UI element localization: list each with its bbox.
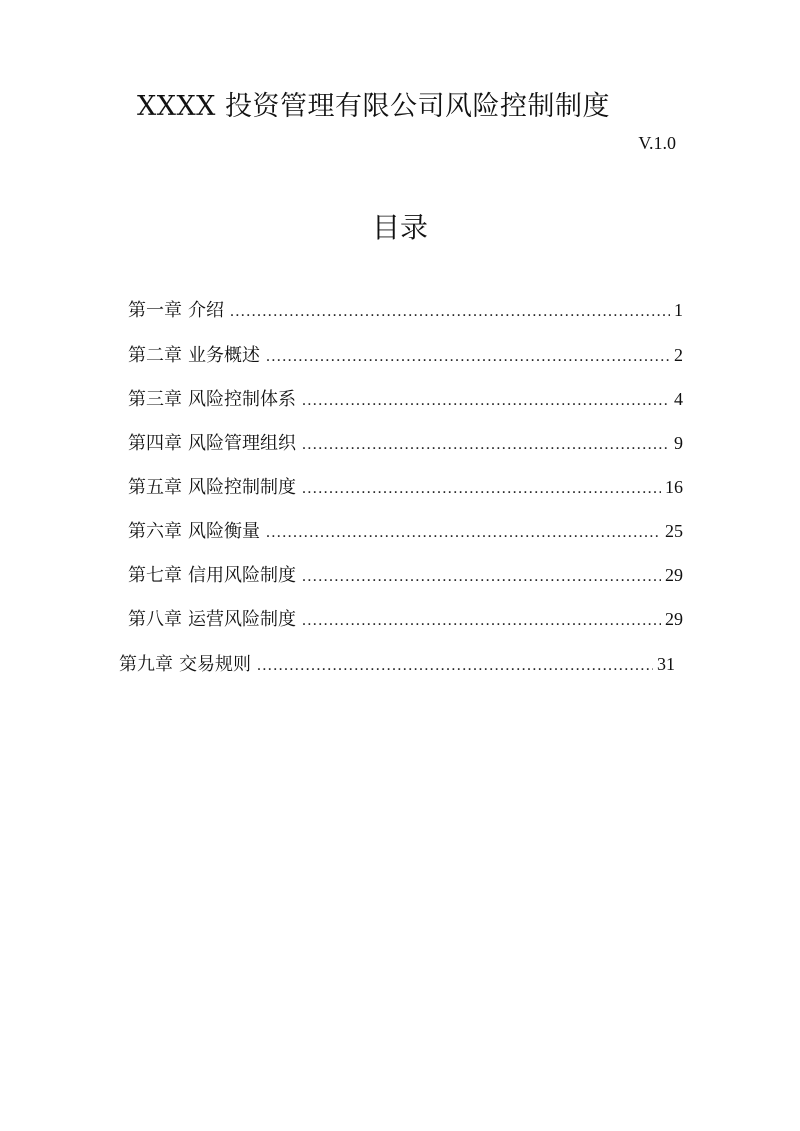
toc-entry-title: 业务概述 — [188, 345, 260, 366]
toc-chapter-number: 第四章 — [128, 433, 182, 454]
toc-dot-leader — [302, 568, 661, 586]
toc-entry-title: 介绍 — [188, 300, 224, 321]
document-title: XXXX 投资管理有限公司风险控制制度 — [137, 91, 610, 122]
toc-dot-leader — [266, 348, 670, 366]
toc-chapter-number: 第九章 — [119, 654, 173, 675]
toc-page-number: 29 — [665, 609, 683, 629]
document-version: V.1.0 — [638, 133, 676, 153]
toc-chapter-number: 第二章 — [128, 345, 182, 366]
toc-entry-title: 信用风险制度 — [188, 565, 296, 586]
toc-page-number: 16 — [665, 477, 683, 497]
toc-dot-leader — [230, 303, 670, 321]
toc-entry[interactable] — [119, 650, 675, 676]
toc-entry[interactable] — [128, 385, 683, 411]
toc-chapter-number: 第五章 — [128, 477, 182, 498]
toc-entry[interactable] — [128, 517, 683, 543]
toc-chapter-number: 第八章 — [128, 609, 182, 630]
toc-entry[interactable] — [128, 605, 683, 631]
toc-dot-leader — [266, 524, 661, 542]
toc-page-number: 31 — [657, 654, 675, 674]
toc-entry-title: 风险管理组织 — [188, 433, 296, 454]
toc-dot-leader — [302, 612, 661, 630]
toc-entry[interactable] — [128, 296, 683, 322]
toc-dot-leader — [302, 480, 661, 498]
toc-entry[interactable] — [128, 429, 683, 455]
toc-entry[interactable] — [128, 561, 683, 587]
toc-page-number: 4 — [674, 389, 683, 409]
toc-page-number: 9 — [674, 433, 683, 453]
toc-chapter-number: 第七章 — [128, 565, 182, 586]
toc-page-number: 1 — [674, 300, 683, 320]
toc-entry[interactable] — [128, 473, 683, 499]
toc-dot-leader — [302, 436, 670, 454]
toc-heading: 目录 — [371, 211, 428, 244]
toc-dot-leader — [257, 657, 653, 675]
toc-chapter-number: 第六章 — [128, 521, 182, 542]
toc-page-number: 29 — [665, 565, 683, 585]
toc-chapter-number: 第一章 — [128, 300, 182, 321]
toc-chapter-number: 第三章 — [128, 389, 182, 410]
toc-dot-leader — [302, 392, 670, 410]
toc-page-number: 25 — [665, 521, 683, 541]
toc-page-number: 2 — [674, 345, 683, 365]
toc-entry-title: 运营风险制度 — [188, 609, 296, 630]
toc-entry-title: 风险控制制度 — [188, 477, 296, 498]
toc-entry-title: 交易规则 — [179, 654, 251, 675]
toc-entry-title: 风险衡量 — [188, 521, 260, 542]
toc-entry[interactable] — [128, 341, 683, 367]
toc-entry-title: 风险控制体系 — [188, 389, 296, 410]
